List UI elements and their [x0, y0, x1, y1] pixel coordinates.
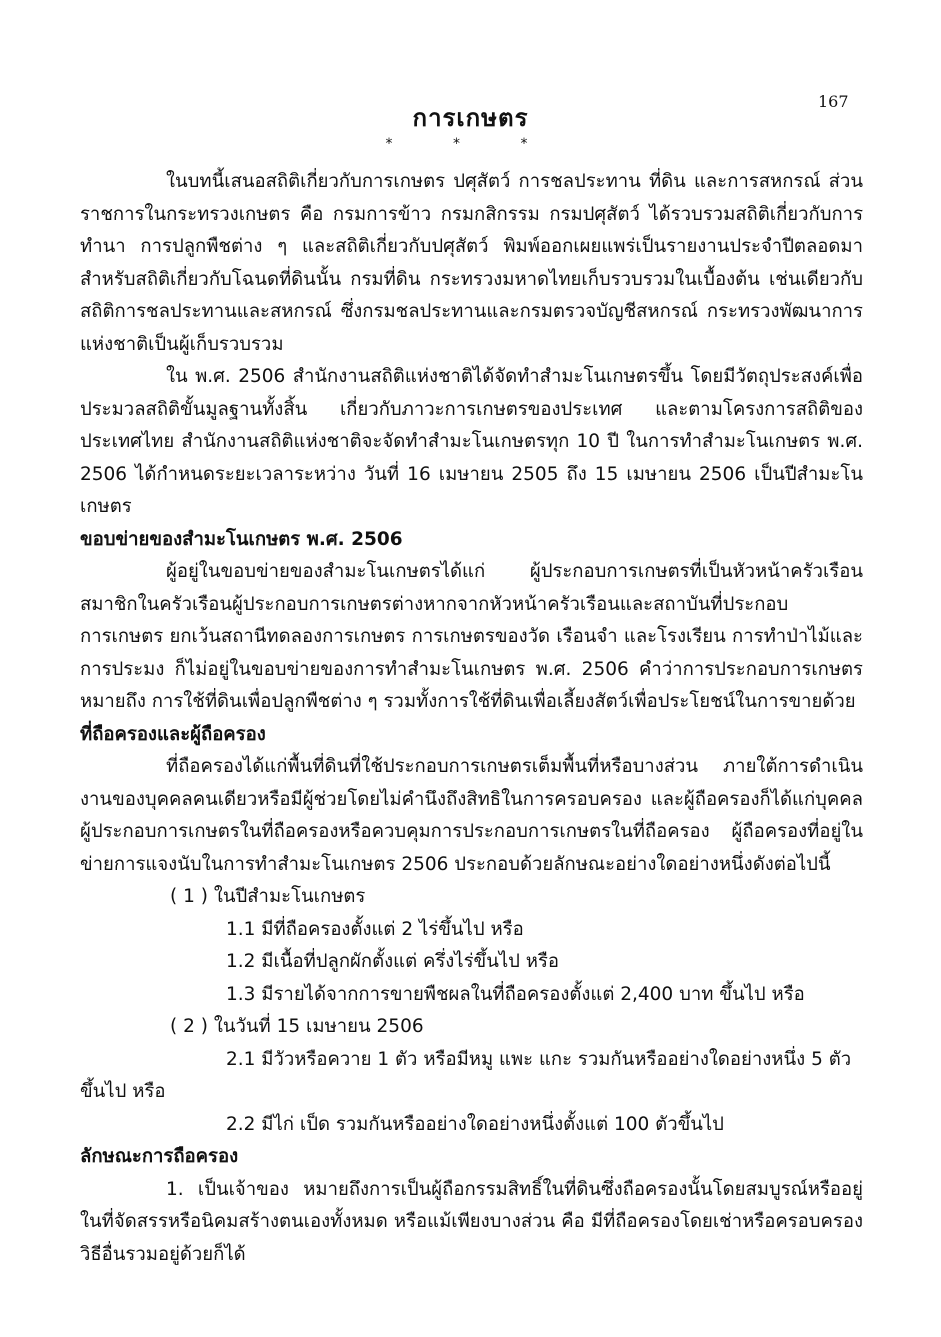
section-heading-scope: ขอบข่ายของสำมะโนเกษตร พ.ศ. 2506: [80, 528, 403, 550]
criteria-item-2-1: 2.1 มีวัวหรือควาย 1 ตัว หรือมีหมู แพะ แกะ รวมกันหรืออย่างใดอย่างหนึ่ง 5 ตัวขึ้นไป หรือ: [80, 1048, 852, 1102]
criteria-item-1-2: 1.2 มีเนื้อที่ปลูกผักตั้งแต่ ครึ่งไร่ขึ้นไป หรือ: [226, 951, 560, 972]
title-ornament: * * *: [385, 136, 556, 152]
intro-paragraph: ในบทนี้เสนอสถิติเกี่ยวกับการเกษตร ปศุสัตว์ การชลประทาน ที่ดิน และการสหกรณ์ ส่วนราชการในกระทรวงเกษตร คือ กรมการข้าว กรมกสิกรรม กรมปศุสัตว์ ได้รวบรวมสถิติเกี่ยวกับการทำนา การปลูกพืชต่าง ๆ และสถิติเกี่ยวกับปศุสัตว์ พิมพ์ออกเผยแพร่เป็นรายงานประจำปีตลอดมา สำหรับสถิติเกี่ยวกับโฉนดที่ดินนั้น กรมที่ดิน กระทรวงมหาดไทยเก็บรวบรวมในเบื้องต้น เช่นเดียวกับสถิติการชลประทานและสหกรณ์ ซึ่งกรมชลประทานและกรมตรวจบัญชีสหกรณ์ กระทรวงพัฒนาการแห่งชาติเป็นผู้เก็บรวบรวม: [80, 171, 863, 355]
page-title: การเกษตร: [412, 104, 529, 132]
section-heading-tenure: ลักษณะการถือครอง: [80, 1146, 239, 1167]
criteria-group-2: ( 2 ) ในวันที่ 15 เมษายน 2506: [170, 1016, 424, 1037]
page-number: 167: [818, 92, 849, 111]
section-heading-holding: ที่ถือครองและผู้ถือครอง: [80, 723, 266, 745]
census-paragraph: ใน พ.ศ. 2506 สำนักงานสถิติแห่งชาติได้จัดทำสำมะโนเกษตรขึ้น โดยมีวัตถุประสงค์เพื่อประมวลสถิติขั้นมูลฐานทั้งสิ้น เกี่ยวกับภาวะการเกษตรของประเทศ และตามโครงการสถิติของประเทศไทย สำนักงานสถิติแห่งชาติจะจัดทำสำมะโนเกษตรทุก 10 ปี ในการทำสำมะโนเกษตร พ.ศ. 2506 ได้กำหนดระยะเวลาระหว่าง วันที่ 16 เมษายน 2505 ถึง 15 เมษายน 2506 เป็นปีสำมะโนเกษตร: [80, 366, 863, 517]
criteria-item-1-1: 1.1 มีที่ถือครองตั้งแต่ 2 ไร่ขึ้นไป หรือ: [226, 918, 524, 940]
criteria-group-1: ( 1 ) ในปีสำมะโนเกษตร: [170, 886, 366, 907]
scope-paragraph: ผู้อยู่ในขอบข่ายของสำมะโนเกษตรได้แก่ ผู้ประกอบการเกษตรที่เป็นหัวหน้าครัวเรือน สมาชิกในครัวเรือนผู้ประกอบการเกษตรต่างหากจากหัวหน้าครัวเรือนและสถาบันที่ประกอบการเกษตร ยกเว้นสถานีทดลองการเกษตร การเกษตรของวัด เรือนจำ และโรงเรียน การทำป่าไม้และการประมง ก็ไม่อยู่ในขอบข่ายของการทำสำมะโนเกษตร พ.ศ. 2506 คำว่าการประกอบการเกษตรหมายถึง การใช้ที่ดินเพื่อปลูกพืชต่าง ๆ รวมทั้งการใช้ที่ดินเพื่อเลี้ยงสัตว์เพื่อประโยชน์ในการขายด้วย: [80, 561, 863, 712]
holding-paragraph: ที่ถือครองได้แก่พื้นที่ดินที่ใช้ประกอบการเกษตรเต็มพื้นที่หรือบางส่วน ภายใต้การดำเนินงานของบุคคลคนเดียวหรือมีผู้ช่วยโดยไม่คำนึงถึงสิทธิในการครอบครอง และผู้ถือครองก็ได้แก่บุคคลผู้ประกอบการเกษตรในที่ถือครองหรือควบคุมการประกอบการเกษตรในที่ถือครอง ผู้ถือครองที่อยู่ในข่ายการแจงนับในการทำสำมะโนเกษตร 2506 ประกอบด้วยลักษณะอย่างใดอย่างหนึ่งดังต่อไปนี้: [80, 756, 863, 875]
criteria-item-1-3: 1.3 มีรายได้จากการขายพืชผลในที่ถือครองตั้งแต่ 2,400 บาท ขึ้นไป หรือ: [226, 983, 805, 1005]
criteria-item-2-2: 2.2 มีไก่ เป็ด รวมกันหรืออย่างใดอย่างหนึ่งตั้งแต่ 100 ตัวขึ้นไป: [226, 1113, 724, 1135]
tenure-paragraph-1: 1. เป็นเจ้าของ หมายถึงการเป็นผู้ถือกรรมสิทธิ์ในที่ดินซึ่งถือครองนั้นโดยสมบูรณ์หรืออยู่ในที่จัดสรรหรือนิคมสร้างตนเองทั้งหมด หรือแม้เพียงบางส่วน คือ มีที่ถือครองโดยเช่าหรือครอบครองวิธีอื่นรวมอยู่ด้วยก็ได้: [80, 1178, 863, 1265]
document-body: [80, 166, 863, 1271]
